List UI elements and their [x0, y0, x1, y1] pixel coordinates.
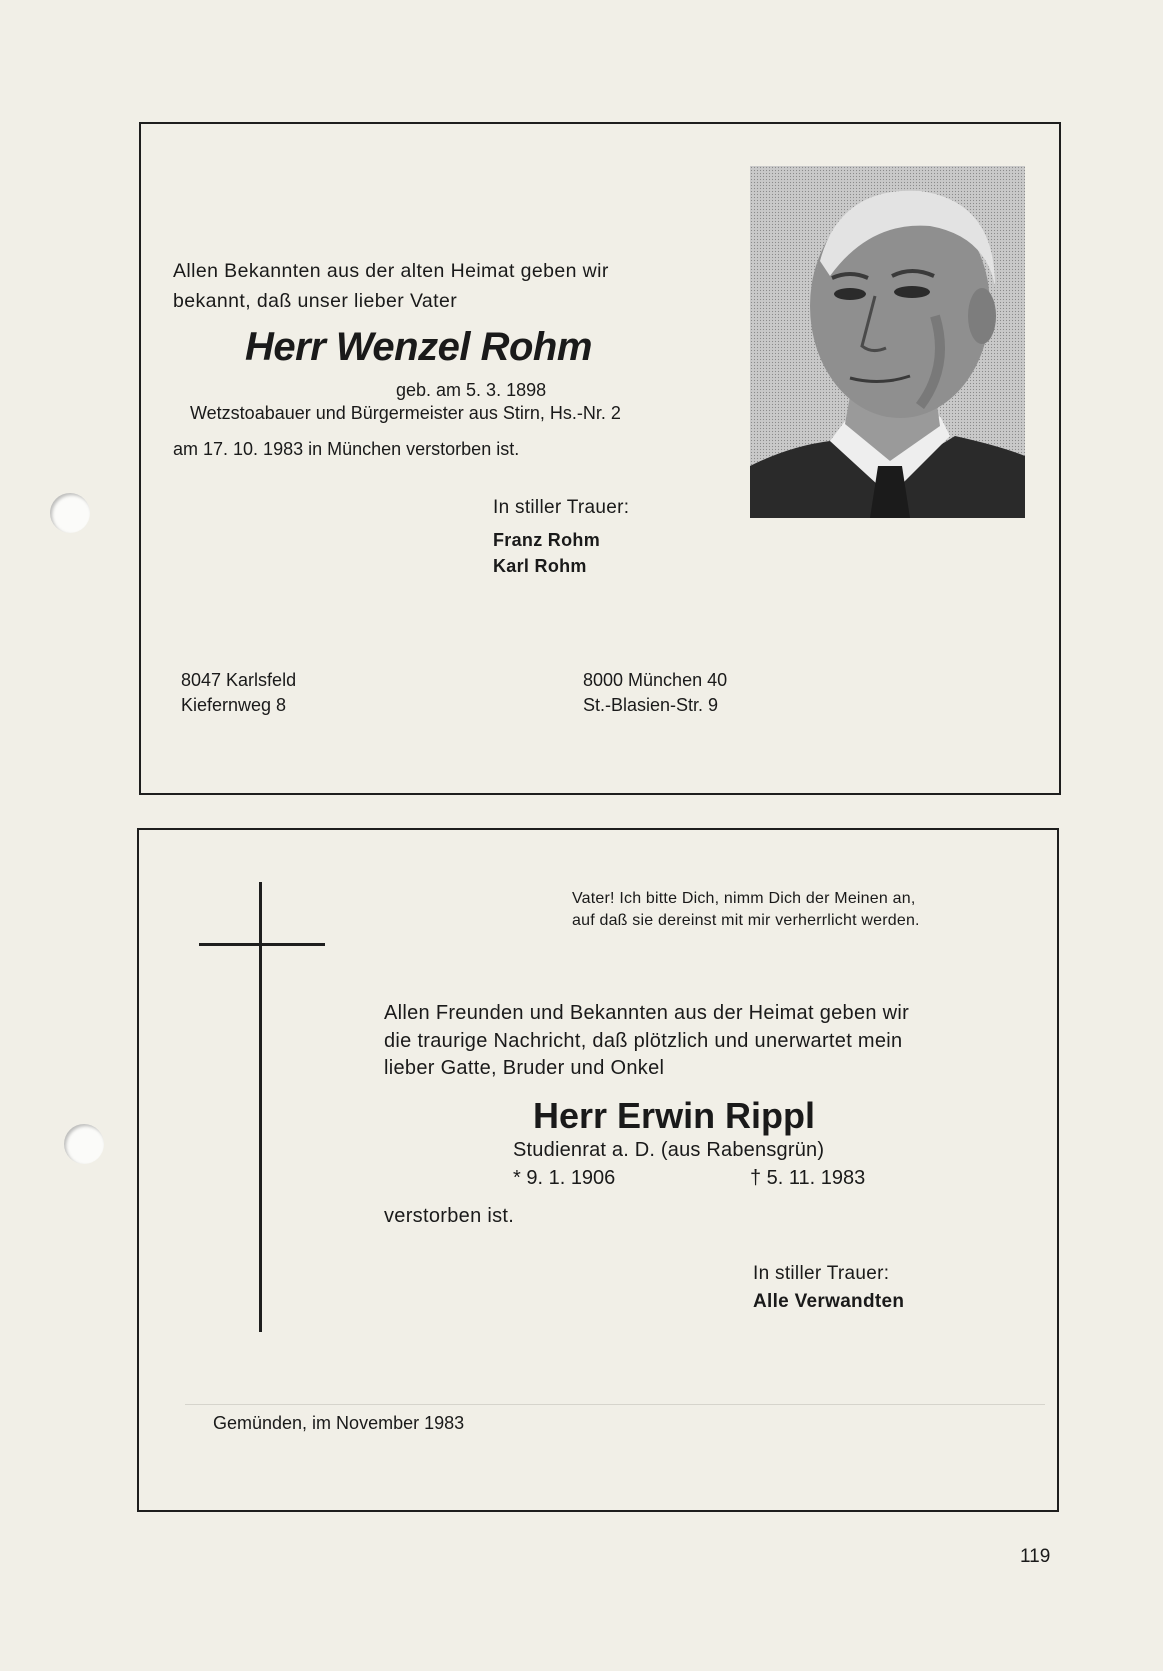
- divider: [185, 1404, 1045, 1405]
- notice1-mourner-1: Franz Rohm: [493, 530, 601, 550]
- notice1-address-right-line1: 8000 München 40: [583, 670, 728, 690]
- notice1-deceased-name: Herr Wenzel Rohm: [245, 325, 592, 369]
- punch-hole-bottom: [64, 1124, 104, 1164]
- notice1-intro-line2: bekannt, daß unser lieber Vater: [173, 290, 458, 312]
- cross-icon-vertical: [259, 882, 262, 1332]
- notice1-mourner-2: Karl Rohm: [493, 556, 587, 576]
- notice1-address-left-line2: Kiefernweg 8: [181, 695, 287, 715]
- page-number: 119: [1020, 1546, 1051, 1567]
- notice1-mourning-label: In stiller Trauer:: [493, 497, 630, 518]
- notice2-birth-date: * 9. 1. 1906: [513, 1167, 616, 1189]
- notice2-verse-line2: auf daß sie dereinst mit mir verherrlicht werden.: [572, 912, 920, 929]
- portrait-photo: [750, 166, 1025, 518]
- notice2-mourners: Alle Verwandten: [753, 1291, 905, 1312]
- notice2-intro-line3: lieber Gatte, Bruder und Onkel: [384, 1057, 665, 1079]
- notice1-address-left-line1: 8047 Karlsfeld: [181, 670, 297, 690]
- notice1-death-date: am 17. 10. 1983 in München verstorben ist.: [173, 439, 520, 459]
- notice2-title: Studienrat a. D. (aus Rabensgrün): [513, 1139, 825, 1161]
- cross-icon-horizontal: [199, 943, 325, 946]
- notice2-deceased-name: Herr Erwin Rippl: [533, 1095, 816, 1136]
- notice2-death-date: † 5. 11. 1983: [750, 1167, 866, 1189]
- notice1-address-right-line2: St.-Blasien-Str. 9: [583, 695, 719, 715]
- notice1-occupation: Wetzstoabauer und Bürgermeister aus Stirn, Hs.-Nr. 2: [190, 403, 621, 423]
- notice2-mourning-label: In stiller Trauer:: [753, 1263, 890, 1284]
- notice2-intro-line2: die traurige Nachricht, daß plötzlich und unerwartet mein: [384, 1030, 903, 1052]
- notice2-intro-line1: Allen Freunden und Bekannten aus der Heimat geben wir: [384, 1002, 910, 1024]
- notice1-intro-line1: Allen Bekannten aus der alten Heimat geben wir: [173, 260, 609, 282]
- notice2-closing: verstorben ist.: [384, 1205, 515, 1227]
- notice1-birth-date: geb. am 5. 3. 1898: [396, 380, 547, 400]
- notice2-place-date: Gemünden, im November 1983: [213, 1413, 465, 1433]
- punch-hole-top: [50, 493, 90, 533]
- notice2-verse-line1: Vater! Ich bitte Dich, nimm Dich der Meinen an,: [572, 890, 916, 907]
